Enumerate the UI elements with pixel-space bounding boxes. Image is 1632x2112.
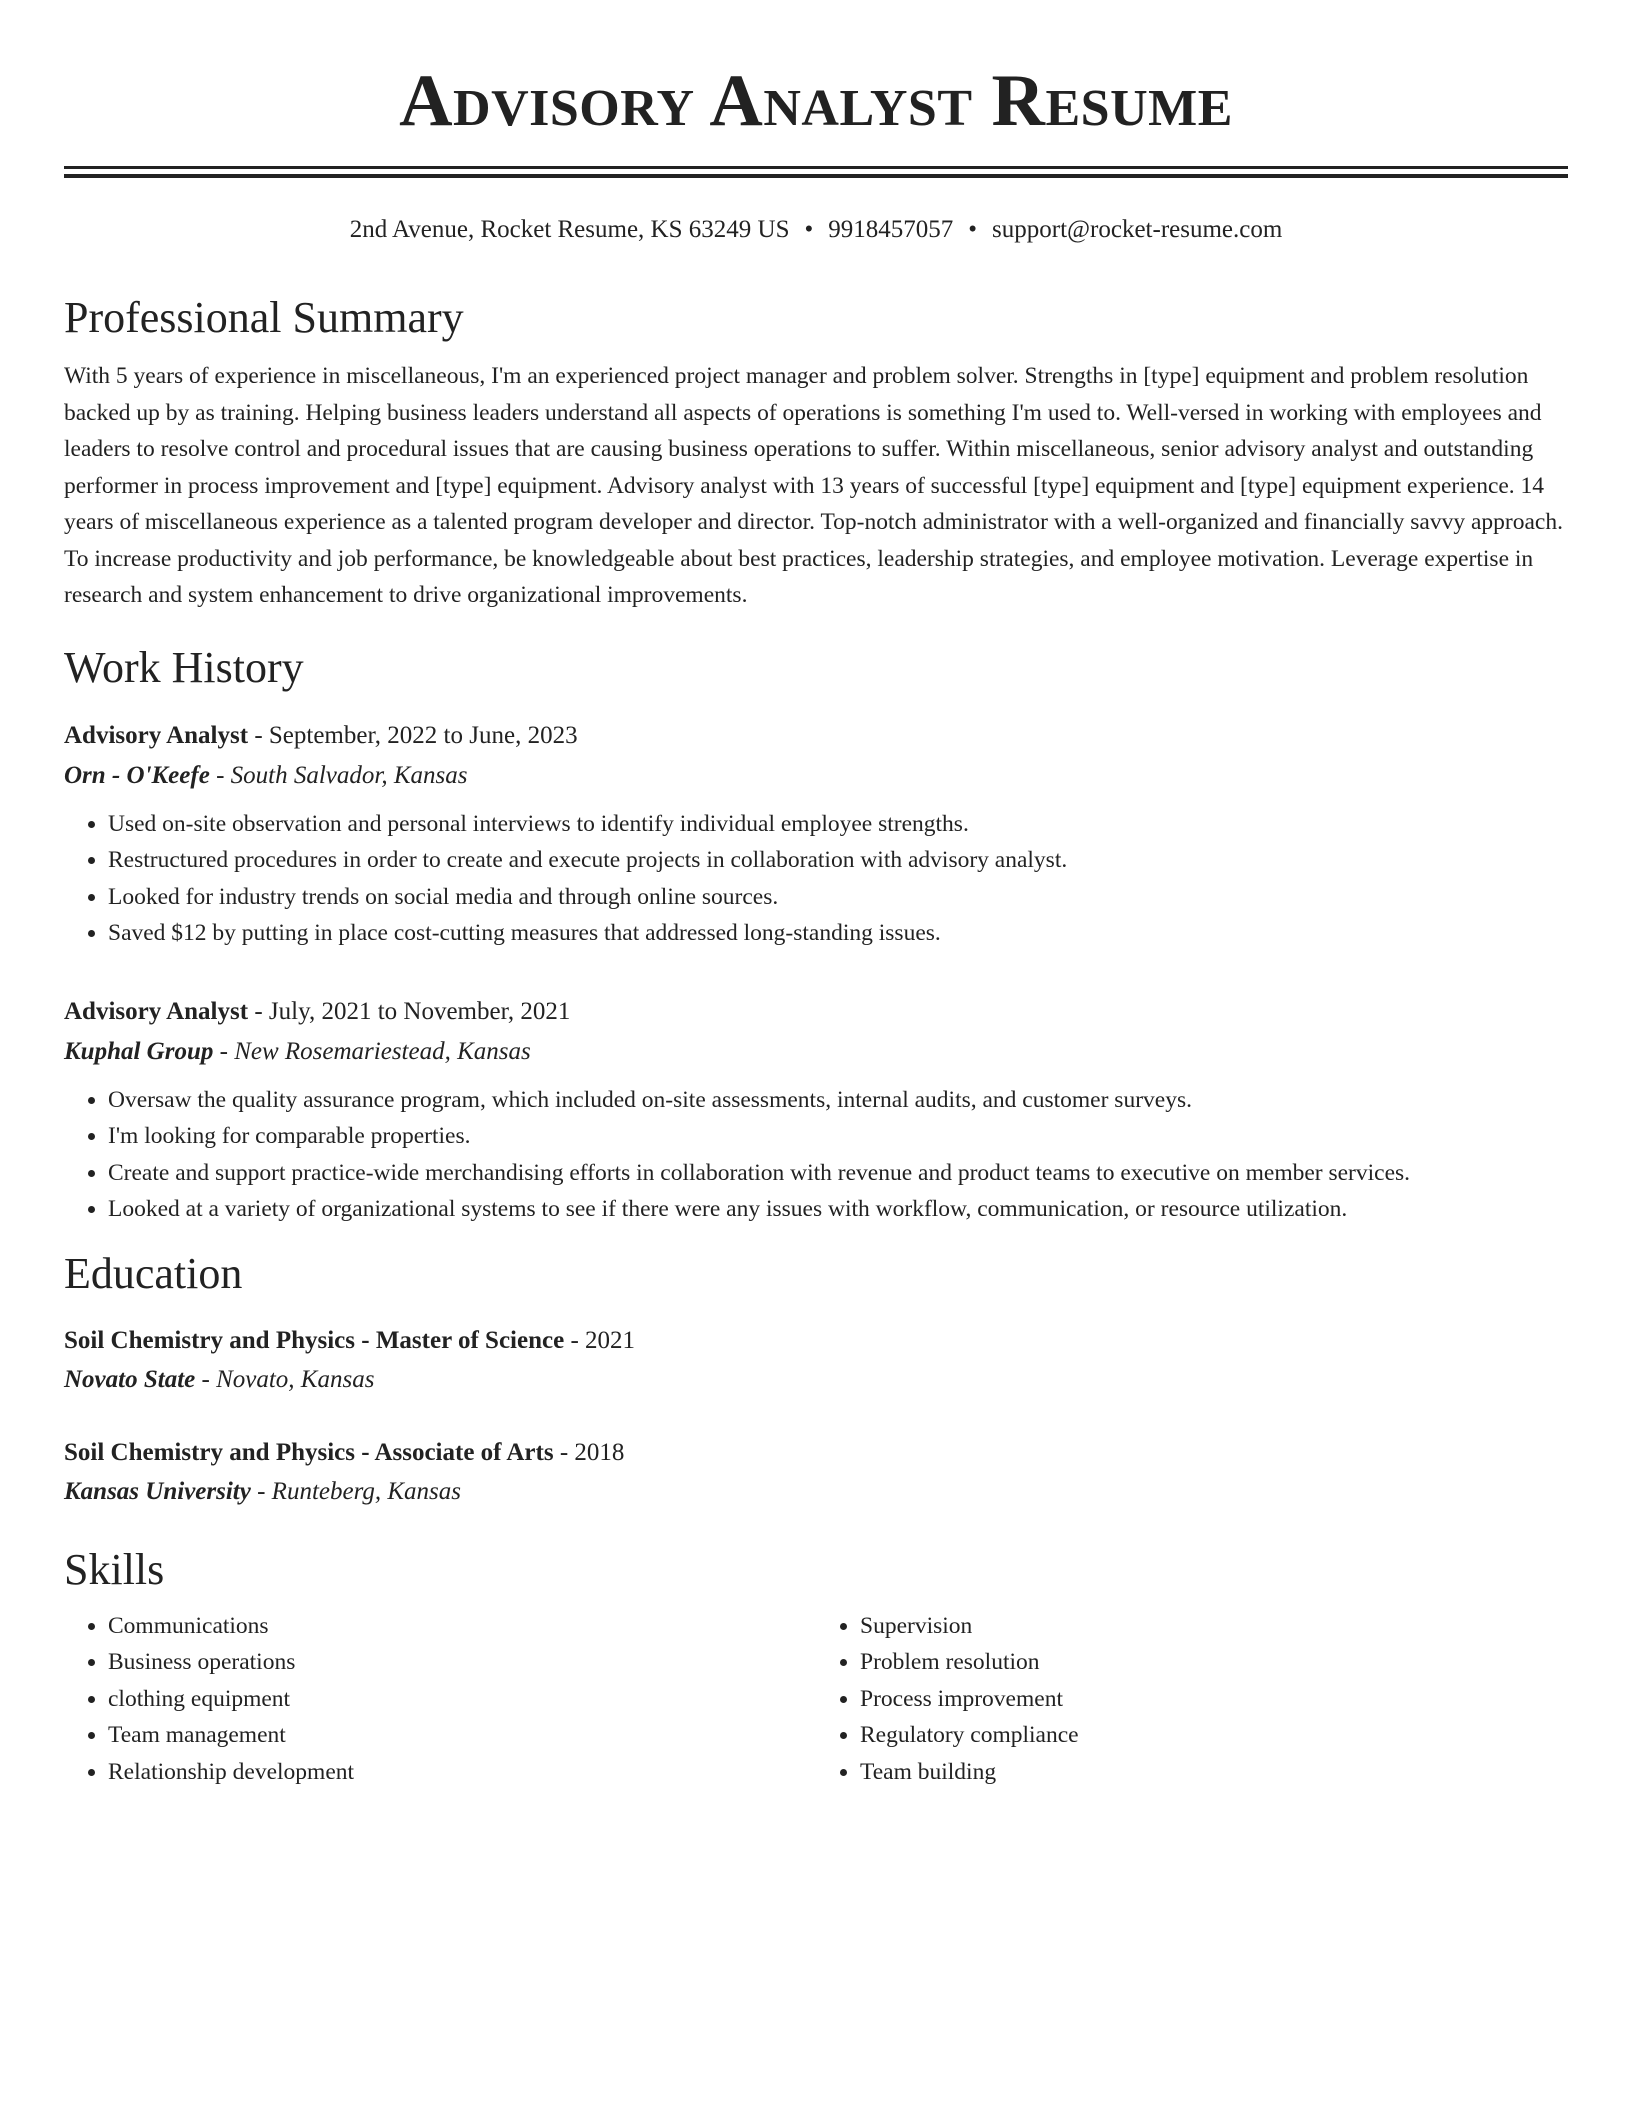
- page-title: Advisory Analyst Resume: [399, 60, 1233, 142]
- job-bullet: • Restructured procedures in order to create and execute projects in collaboration with advisory analyst.: [108, 842, 1568, 879]
- job-bullets: [64, 1082, 1568, 1228]
- job-title: Advisory Analyst: [64, 997, 249, 1025]
- job-bullet: • Oversaw the quality assurance program, which included on-site assessments, internal audits, and customer surveys.: [108, 1082, 1568, 1119]
- job-entry: [64, 992, 1568, 1228]
- title-divider-bottom: [64, 174, 1568, 178]
- degree-line: [64, 1322, 1568, 1360]
- company-line: [64, 1032, 1568, 1072]
- school-location: - Runteberg, Kansas: [250, 1477, 462, 1505]
- degree-year: - 2021: [564, 1326, 636, 1354]
- skill-item: • Team management: [108, 1717, 816, 1754]
- contact-line: [64, 214, 1568, 246]
- skill-item: • Problem resolution: [860, 1644, 1568, 1681]
- skill-item: • Communications: [108, 1608, 816, 1645]
- school-line: [64, 1360, 1568, 1400]
- school-location: - Novato, Kansas: [195, 1365, 375, 1393]
- job-title-line: [64, 992, 1568, 1032]
- company-name: Kuphal Group: [64, 1037, 214, 1065]
- contact-address: 2nd Avenue, Rocket Resume, KS 63249 US: [349, 216, 790, 243]
- job-bullet: • Used on-site observation and personal interviews to identify individual employee strengths.: [108, 806, 1568, 843]
- company-location: - New Rosemariestead, Kansas: [213, 1037, 531, 1065]
- degree-name: Soil Chemistry and Physics - Associate of Arts: [64, 1438, 554, 1466]
- skills-column-right: [816, 1608, 1568, 1791]
- job-title-line: [64, 716, 1568, 756]
- summary-text: With 5 years of experience in miscellaneous, I'm an experienced project manager and problem solver. Strengths in [type] equipment and problem resolution backed up by as training. Helping business leaders understand all aspects of operations is something I'm used to. Well-versed in working with employees and leaders to resolve control and procedural issues that are causing business operations to suffer. Within miscellaneous, senior advisory analyst and outstanding performer in process improvement and [type] equipment. Advisory analyst with 13 years of successful [type] equipment and [type] equipment experience. 14 years of miscellaneous experience as a talented program developer and director. Top-notch administrator with a well-organized and financially savvy approach. To increase productivity and job performance, be knowledgeable about best practices, leadership strategies, and employee motivation. Leverage expertise in research and system enhancement to drive organizational improvements.: [64, 363, 1563, 608]
- job-dates: - September, 2022 to June, 2023: [248, 721, 578, 749]
- summary-heading: Professional Summary: [64, 293, 464, 342]
- skill-item: • Business operations: [108, 1644, 816, 1681]
- contact-email: support@rocket-resume.com: [992, 216, 1283, 243]
- company-line: [64, 756, 1568, 796]
- job-bullet: • Saved $12 by putting in place cost-cutting measures that addressed long-standing issues.: [108, 915, 1568, 952]
- title-divider-top: [64, 166, 1568, 169]
- education-entry: [64, 1434, 1568, 1512]
- degree-year: - 2018: [553, 1438, 625, 1466]
- contact-separator: •: [968, 216, 978, 243]
- skill-item: • Process improvement: [860, 1681, 1568, 1718]
- job-title: Advisory Analyst: [64, 721, 249, 749]
- company-name: Orn - O'Keefe: [64, 761, 210, 789]
- skills-column-left: [64, 1608, 816, 1791]
- skills-list: [64, 1608, 1568, 1791]
- skill-item: • Team building: [860, 1754, 1568, 1791]
- job-bullet: • I'm looking for comparable properties.: [108, 1118, 1568, 1155]
- contact-phone: 9918457057: [828, 216, 954, 243]
- skill-item: • Relationship development: [108, 1754, 816, 1791]
- degree-line: [64, 1434, 1568, 1472]
- skills-heading: Skills: [64, 1544, 165, 1594]
- degree-name: Soil Chemistry and Physics - Master of Science: [64, 1326, 565, 1354]
- job-bullets: [64, 806, 1568, 952]
- company-location: - South Salvador, Kansas: [209, 761, 468, 789]
- skill-item: • Regulatory compliance: [860, 1717, 1568, 1754]
- job-bullet: • Create and support practice-wide merchandising efforts in collaboration with revenue and product teams to executive on member services.: [108, 1155, 1568, 1192]
- work-history-heading: Work History: [64, 642, 304, 692]
- school-name: Novato State: [64, 1365, 196, 1393]
- job-bullet: • Looked for industry trends on social media and through online sources.: [108, 879, 1568, 916]
- education-heading: Education: [64, 1248, 243, 1298]
- skill-item: • clothing equipment: [108, 1681, 816, 1718]
- skill-item: • Supervision: [860, 1608, 1568, 1645]
- school-line: [64, 1472, 1568, 1512]
- job-entry: [64, 716, 1568, 952]
- job-dates: - July, 2021 to November, 2021: [248, 997, 571, 1025]
- job-bullet: • Looked at a variety of organizational systems to see if there were any issues with workflow, communication, or resource utilization.: [108, 1191, 1568, 1228]
- education-entry: [64, 1322, 1568, 1400]
- contact-separator: •: [804, 216, 814, 243]
- school-name: Kansas University: [64, 1477, 251, 1505]
